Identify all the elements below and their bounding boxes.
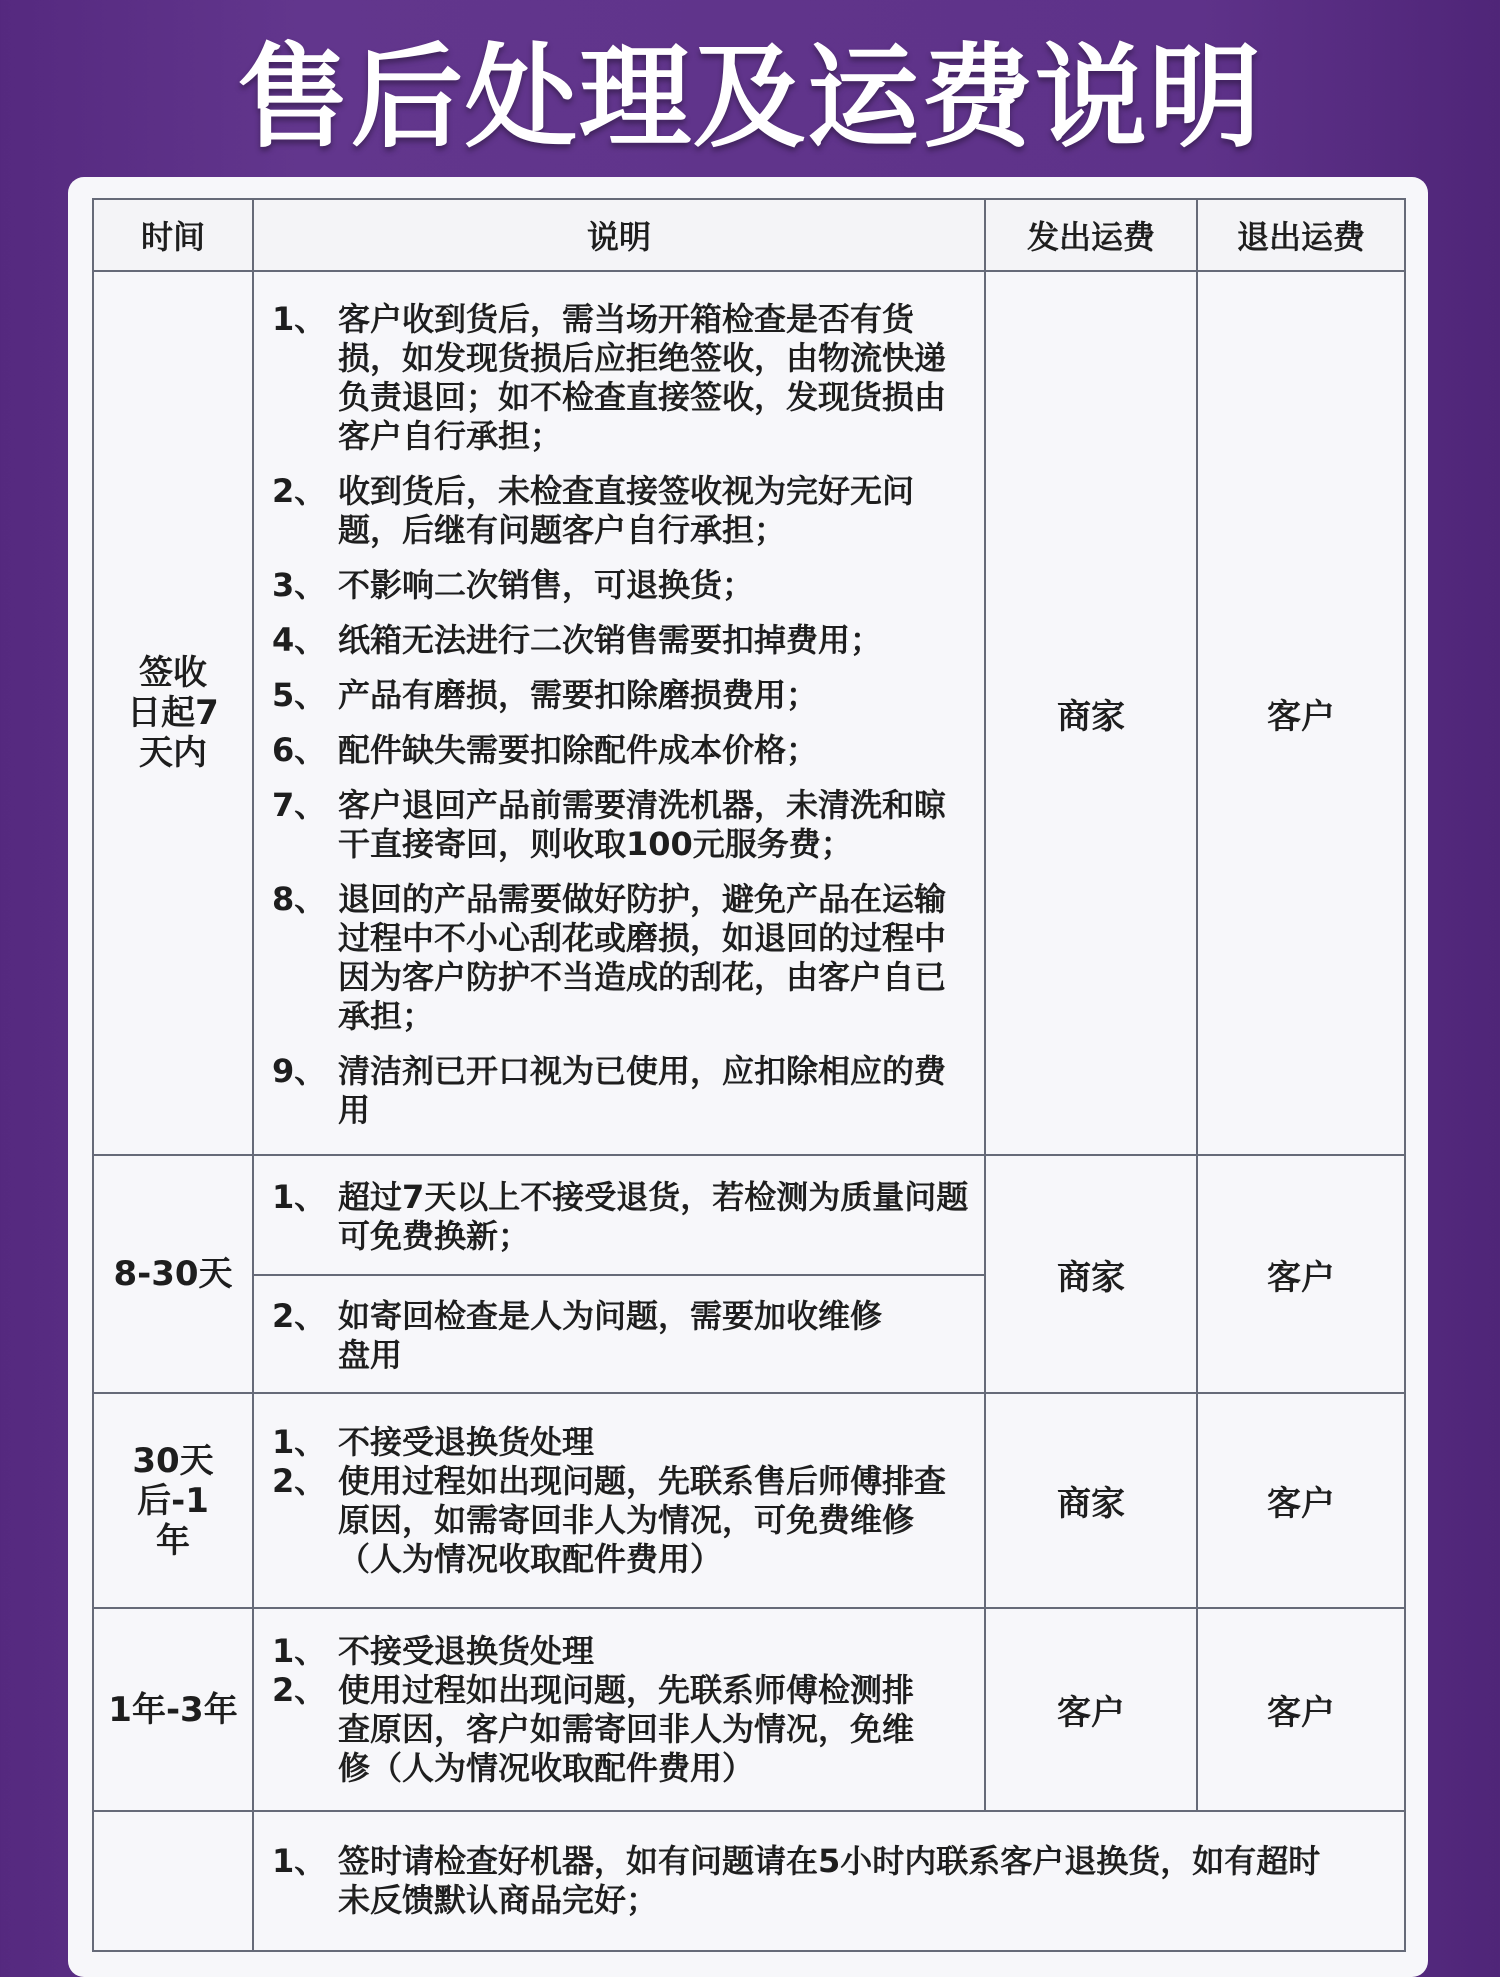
item-number: 4、 (272, 621, 327, 659)
item-number: 5、 (272, 676, 327, 714)
table-row (93, 1811, 1405, 1951)
item-text: 客户退回产品前需要清洗机器，未清洗和晾干直接寄回，则收取100元服务费； (338, 786, 947, 863)
header-outbound-fee: 发出运费 (985, 199, 1197, 271)
item-number: 1、 (272, 1422, 327, 1461)
return-fee-cell: 客户 (1197, 1393, 1405, 1608)
item-number: 1、 (272, 1631, 327, 1670)
item-text: 收到货后，未检查直接签收视为完好无问题，后继有问题客户自行承担； (338, 472, 915, 549)
list-item (272, 566, 974, 605)
item-text: 签时请检查好机器，如有问题请在5小时内联系客户退换货，如有超时未反馈默认商品完好； (338, 1842, 1321, 1919)
item-number: 2、 (272, 1670, 327, 1709)
time-cell: 8-30天 (93, 1155, 253, 1393)
item-number: 1、 (272, 300, 327, 338)
time-label: 30天后-1年 (132, 1440, 214, 1561)
time-cell (93, 1393, 253, 1608)
item-text: 如寄回检查是人为问题，需要加收维修盘用 (338, 1297, 883, 1374)
description-cell (253, 1393, 985, 1608)
table-row (93, 271, 1405, 1155)
item-number: 2、 (272, 472, 327, 510)
outbound-fee-cell: 客户 (985, 1608, 1197, 1811)
item-text: 不影响二次销售，可退换货； (338, 566, 755, 604)
table-row (93, 1393, 1405, 1608)
item-text: 不接受退换货处理 (338, 1422, 595, 1461)
time-cell: 1年-3年 (93, 1608, 253, 1811)
item-text: 清洁剂已开口视为已使用，应扣除相应的费用 (338, 1052, 947, 1129)
table-row (93, 1608, 1405, 1811)
list-item (272, 676, 974, 715)
item-text: 使用过程如出现问题，先联系售后师傅排查原因，如需寄回非人为情况，可免费维修（人为情况收取配件费用） (338, 1461, 947, 1578)
header-return-fee: 退出运费 (1197, 199, 1405, 271)
item-text: 客户收到货后，需当场开箱检查是否有货损，如发现货损后应拒绝签收，由物流快递负责退回；如不检查直接签收，发现货损由客户自行承担； (338, 300, 947, 455)
list-item (272, 1671, 974, 1788)
item-number: 8、 (272, 880, 327, 918)
time-cell (93, 271, 253, 1155)
outbound-fee-cell: 商家 (985, 1155, 1197, 1393)
item-number: 9、 (272, 1052, 327, 1090)
description-cell (253, 1275, 985, 1393)
list-item (272, 1632, 974, 1671)
return-fee-cell: 客户 (1197, 271, 1405, 1155)
item-text: 纸箱无法进行二次销售需要扣掉费用； (338, 621, 883, 659)
page-title: 售后处理及运费说明 (237, 33, 1263, 163)
table-row (93, 1155, 1405, 1275)
description-cell (253, 1811, 1405, 1951)
item-number: 2、 (272, 1461, 327, 1500)
description-cell (253, 1155, 985, 1275)
list-item (272, 786, 974, 864)
item-text: 超过7天以上不接受退货，若检测为质量问题可免费换新； (338, 1178, 969, 1255)
item-number: 2、 (272, 1297, 327, 1335)
item-number: 1、 (272, 1842, 327, 1880)
table-header-row (93, 199, 1405, 271)
return-fee-cell: 客户 (1197, 1155, 1405, 1393)
item-text: 产品有磨损，需要扣除磨损费用； (338, 676, 819, 714)
item-number: 1、 (272, 1178, 327, 1216)
item-text: 使用过程如出现问题，先联系师傅检测排查原因，客户如需寄回非人为情况，免维修（人为情况收取配件费用） (338, 1670, 915, 1787)
outbound-fee-cell: 商家 (985, 271, 1197, 1155)
time-label: 签收日起7天内 (127, 653, 219, 773)
time-cell (93, 1811, 253, 1951)
item-text: 配件缺失需要扣除配件成本价格； (338, 731, 819, 769)
list-item (272, 1052, 974, 1130)
item-number: 3、 (272, 566, 327, 604)
list-item (272, 1178, 974, 1256)
header-time: 时间 (93, 199, 253, 271)
outbound-fee-cell: 商家 (985, 1393, 1197, 1608)
item-text: 退回的产品需要做好防护，避免产品在运输过程中不小心刮花或磨损，如退回的过程中因为客户防护不当造成的刮花，由客户自已承担； (338, 880, 947, 1035)
list-item (272, 1462, 974, 1579)
description-cell (253, 1608, 985, 1811)
list-item (272, 1297, 974, 1375)
list-item (272, 731, 974, 770)
item-number: 7、 (272, 786, 327, 824)
list-item (272, 300, 974, 456)
after-sales-table (92, 198, 1406, 1952)
list-item (272, 1842, 1394, 1920)
item-number: 6、 (272, 731, 327, 769)
description-cell (253, 271, 985, 1155)
return-fee-cell: 客户 (1197, 1608, 1405, 1811)
header-description: 说明 (253, 199, 985, 271)
list-item (272, 1423, 974, 1462)
list-item (272, 880, 974, 1036)
list-item (272, 472, 974, 550)
item-text: 不接受退换货处理 (338, 1631, 595, 1670)
list-item (272, 621, 974, 660)
